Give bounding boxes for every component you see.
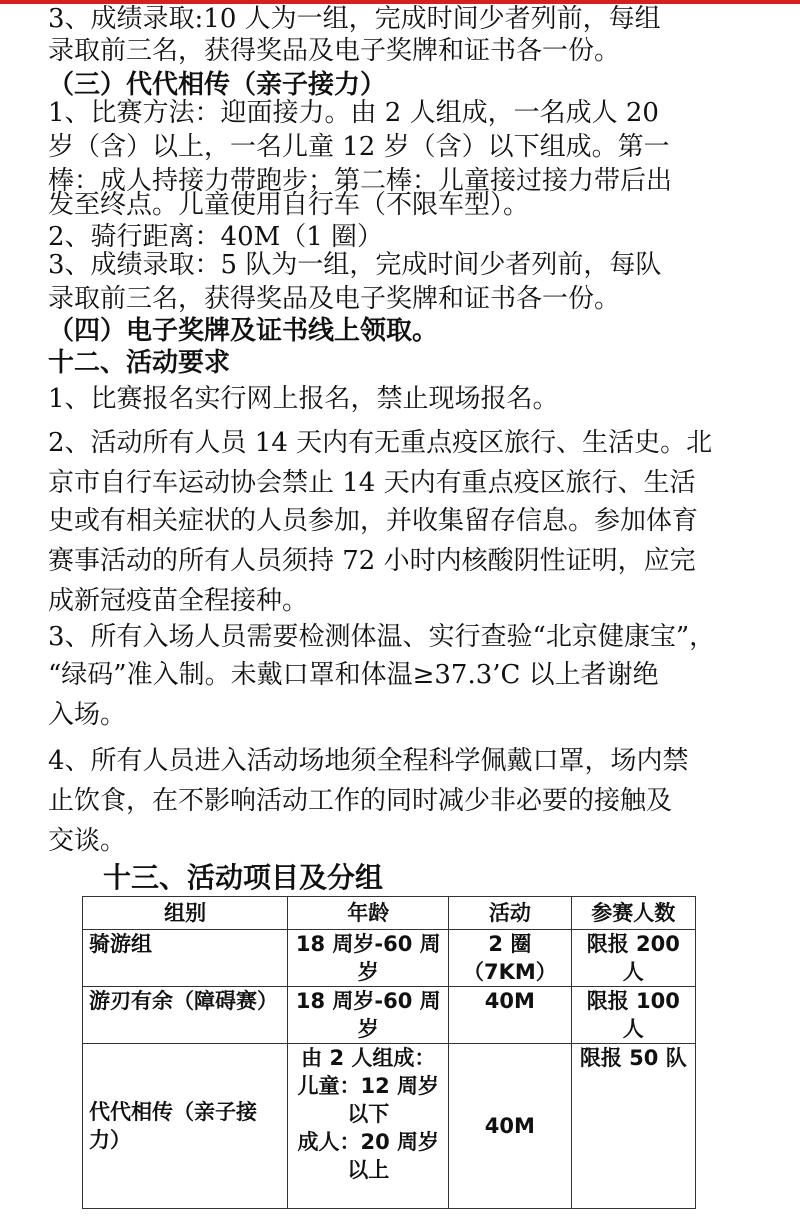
text-line: 赛事活动的所有人员须持 72 小时内核酸阴性证明，应完: [48, 546, 696, 576]
header-activity: 活动: [449, 897, 571, 930]
cell-group: 骑游组: [83, 930, 288, 987]
text-line: 录取前三名，获得奖品及电子奖牌和证书各一份。: [48, 36, 621, 66]
text-line: 史或有相关症状的人员参加，并收集留存信息。参加体育: [48, 506, 699, 536]
cell-age-line: 成人：20 周岁以上: [297, 1130, 440, 1182]
text-line: 岁（含）以上，一名儿童 12 岁（含）以下组成。第一: [48, 132, 670, 162]
cell-count: 限报 100 人: [571, 987, 695, 1044]
text-line: 十二、活动要求: [48, 348, 231, 378]
text-line: 1、比赛方法：迎面接力。由 2 人组成，一名成人 20: [48, 98, 659, 128]
cell-age: [288, 1044, 449, 1209]
table-header-row: [83, 897, 696, 930]
text-line: 入场。: [48, 700, 127, 730]
text-line: 棒：成人持接力带跑步；第二棒：儿童接过接力带后出: [48, 166, 673, 196]
cell-age-line: 由 2 人组成：: [301, 1046, 436, 1070]
text-line: 1、比赛报名实行网上报名，禁止现场报名。: [48, 384, 559, 414]
cell-age-line: 儿童：12 周岁以下: [297, 1074, 440, 1126]
cell-age: 18 周岁-60 周岁: [288, 930, 449, 987]
cell-count: 限报 200 人: [571, 930, 695, 987]
text-line: 录取前三名，获得奖品及电子奖牌和证书各一份。: [48, 284, 621, 314]
header-count: 参赛人数: [571, 897, 695, 930]
text-line: 2、骑行距离：40M（1 圈）: [48, 222, 384, 252]
text-line: 止饮食，在不影响活动工作的同时减少非必要的接触及: [48, 786, 673, 816]
cell-group: 游刃有余（障碍赛）: [83, 987, 288, 1044]
text-line: （四）电子奖牌及证书线上领取。: [48, 316, 439, 346]
header-age: 年龄: [288, 897, 449, 930]
cell-activity: 2 圈（7KM）: [449, 930, 571, 987]
table-row: [83, 1044, 696, 1209]
text-line: 4、所有人员进入活动场地须全程科学佩戴口罩，场内禁: [48, 746, 689, 776]
text-line: 京市自行车运动协会禁止 14 天内有重点疫区旅行、生活: [48, 468, 696, 498]
text-line: 2、活动所有人员 14 天内有无重点疫区旅行、生活史。北: [48, 428, 713, 458]
cell-count: 限报 50 队: [571, 1044, 695, 1209]
text-line: “绿码”准入制。未戴口罩和体温≥37.3’C 以上者谢绝: [48, 660, 659, 690]
cell-activity: 40M: [449, 987, 571, 1044]
text-line: （三）代代相传（亲子接力）: [48, 70, 387, 100]
text-line: 3、成绩录取:10 人为一组，完成时间少者列前，每组: [48, 4, 661, 34]
text-line: 交谈。: [48, 826, 127, 856]
text-line: 3、成绩录取：5 队为一组，完成时间少者列前，每队: [48, 250, 662, 280]
cell-group: 代代相传（亲子接力）: [83, 1044, 288, 1209]
groups-table: [82, 896, 696, 1209]
cell-age: 18 周岁-60 周岁: [288, 987, 449, 1044]
cell-activity: 40M: [449, 1044, 571, 1209]
section-13-title: 十三、活动项目及分组: [103, 861, 384, 894]
header-group: 组别: [83, 897, 288, 930]
text-line: 3、所有入场人员需要检测体温、实行查验“北京健康宝”，: [48, 622, 716, 652]
table-row: [83, 987, 696, 1044]
text-line: 发至终点。儿童使用自行车（不限车型）。: [48, 190, 530, 220]
text-line: 成新冠疫苗全程接种。: [48, 586, 309, 616]
table-row: [83, 930, 696, 987]
